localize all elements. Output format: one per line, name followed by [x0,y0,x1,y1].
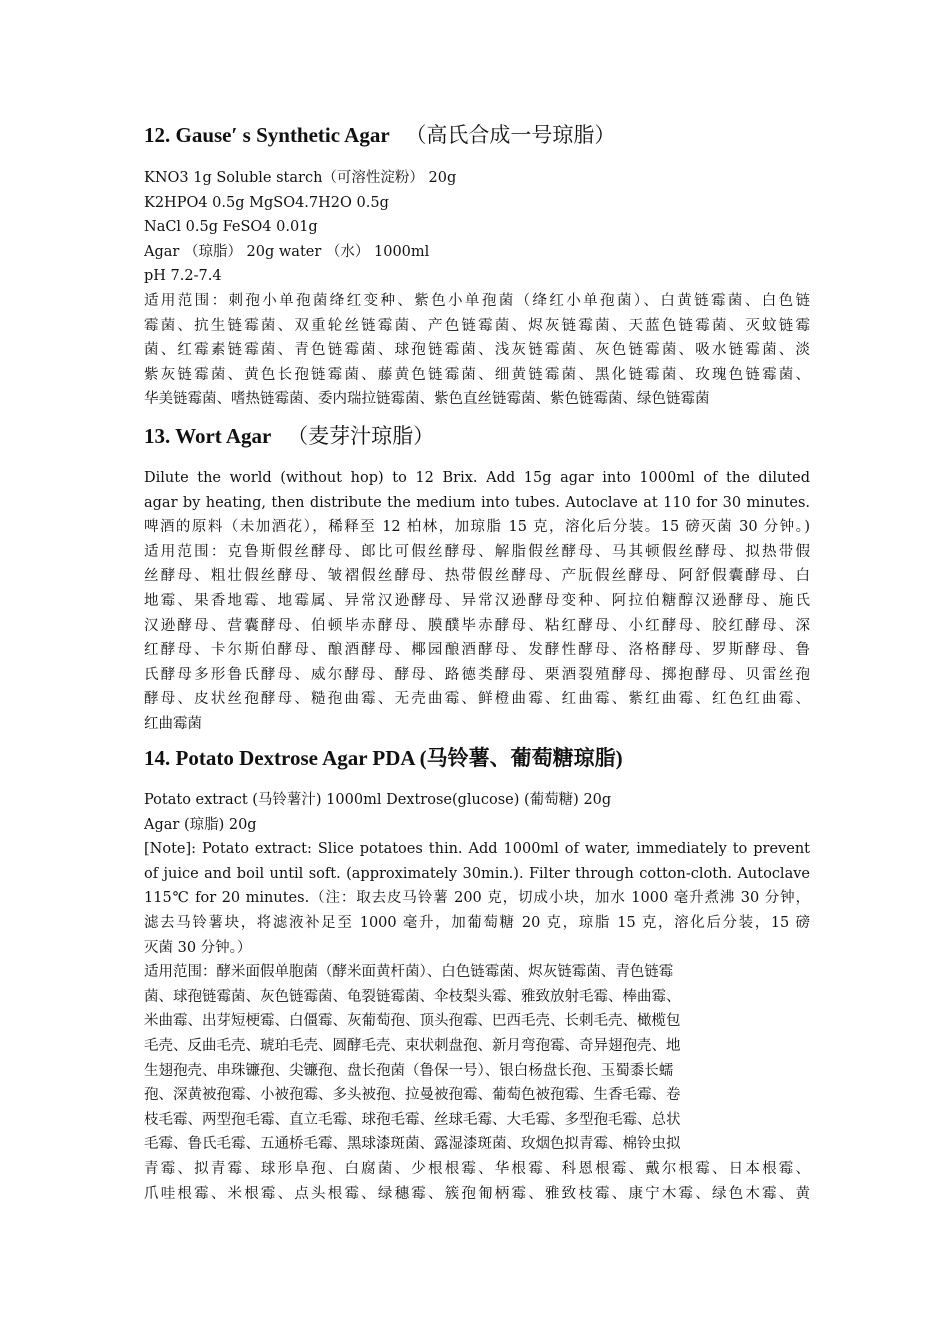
scope-line: 毛霉、鲁氏毛霉、五通桥毛霉、黑球漆斑菌、露湿漆斑菌、玫烟色拟青霉、棉铃虫拟 [144,1136,681,1153]
scope-line: 红曲霉菌 [144,715,202,732]
scope-line: 丝酵母、粗壮假丝酵母、皱褶假丝酵母、热带假丝酵母、产朊假丝酵母、阿舒假囊酵母、白 [144,568,810,585]
recipe-line: Potato extract (马铃薯汁) 1000ml Dextrose(glucose) (葡萄糖) 20g [144,792,612,808]
method-line: agar by heating, then distribute the medium into tubes. Autoclave at 110 for 30 minutes. [144,494,810,511]
section-13-title: 13. Wort Agar [144,424,272,448]
method-line: 啤酒的原料（未加酒花），稀释至 12 柏林，加琼脂 15 克，溶化后分装。15 磅灭菌 30 分钟。) [144,519,810,536]
note-line: [Note]: Potato extract: Slice potatoes thin. Add 1000ml of water, immediately to prevent [144,841,810,858]
scope-line: 生翅孢壳、串珠镰孢、尖镰孢、盘长孢菌（鲁保一号）、银白杨盘长孢、玉蜀黍长蠕 [144,1062,674,1079]
section-14-heading [144,743,824,773]
scope-line: 紫灰链霉菌、黄色长孢链霉菌、藤黄色链霉菌、细黄链霉菌、黑化链霉菌、玫瑰色链霉菌、 [144,366,810,383]
recipe-line: pH 7.2-7.4 [144,268,222,285]
note-line: 滤去马铃薯块，将滤液补足至 1000 毫升，加葡萄糖 20 克，琼脂 15 克，溶化后分装，15 磅 [144,914,810,931]
scope-line: 霉菌、抗生链霉菌、双重轮丝链霉菌、产色链霉菌、烬灰链霉菌、天蓝色链霉菌、灭蚊链霉 [144,317,810,334]
method-line: Dilute the world (without hop) to 12 Brix. Add 15g agar into 1000ml of the diluted [144,470,810,486]
recipe-line: Agar (琼脂) 20g [144,816,257,833]
note-line: 灭菌 30 分钟。） [144,939,252,956]
recipe-line: Agar （琼脂） 20g water （水） 1000ml [144,243,430,260]
scope-line: 适用范围：刺孢小单孢菌绛红变种、紫色小单孢菌（绛红小单孢菌）、白黄链霉菌、白色链 [144,292,810,309]
section-12-body [144,166,810,412]
section-12-title: 12. Gause′ s Synthetic Agar [144,123,390,147]
scope-line: 地霉、果香地霉、地霉属、异常汉逊酵母、异常汉逊酵母变种、阿拉伯糖醇汉逊酵母、施氏 [144,592,810,609]
scope-line: 氏酵母多形鲁氏酵母、威尔酵母、酵母、路德类酵母、栗酒裂殖酵母、掷抱酵母、贝雷丝孢 [144,666,810,683]
scope-line: 华美链霉菌、嗜热链霉菌、委内瑞拉链霉菌、紫色直丝链霉菌、紫色链霉菌、绿色链霉菌 [144,391,710,408]
scope-line: 酵母、皮状丝孢酵母、糙孢曲霉、无壳曲霉、鲜橙曲霉、红曲霉、紫红曲霉、红色红曲霉、 [144,691,810,708]
scope-line: 毛壳、反曲毛壳、琥珀毛壳、圆酵毛壳、束状刺盘孢、新月弯孢霉、奇异翅孢壳、地 [144,1037,681,1054]
section-13-body [144,466,810,737]
section-12-heading [144,120,824,150]
scope-line: 爪哇根霉、米根霉、点头根霉、绿穗霉、簇孢匍柄霉、雅致枝霉、康宁木霉、绿色木霉、黄 [144,1185,810,1202]
scope-line: 汉逊酵母、营囊酵母、伯顿毕赤酵母、膜醭毕赤酵母、粘红酵母、小红酵母、胶红酵母、深 [144,617,810,634]
scope-line: 红酵母、卡尔斯伯酵母、酿酒酵母、椰园酿酒酵母、发酵性酵母、洛格酵母、罗斯酵母、鲁 [144,642,810,659]
recipe-line: K2HPO4 0.5g MgSO4.7H2O 0.5g [144,194,389,211]
scope-line: 菌、红霉素链霉菌、青色链霉菌、球孢链霉菌、浅灰链霉菌、灰色链霉菌、吸水链霉菌、淡 [144,342,810,359]
note-line: of juice and boil until soft. (approximately 30min.). Filter through cotton-cloth. Autoclave [144,865,810,882]
scope-line: 适用范围：克鲁斯假丝酵母、郎比可假丝酵母、解脂假丝酵母、马其顿假丝酵母、拟热带假 [144,543,810,560]
scope-line: 枝毛霉、两型孢毛霉、直立毛霉、球孢毛霉、丝球毛霉、大毛霉、多型孢毛霉、总状 [144,1111,681,1128]
recipe-line: KNO3 1g Soluble starch（可溶性淀粉） 20g [144,170,457,186]
recipe-line: NaCl 0.5g FeSO4 0.01g [144,219,318,236]
section-13-title-cn: （麦芽汁琼脂） [287,424,435,448]
scope-line: 米曲霉、出芽短梗霉、白僵霉、灰葡萄孢、顶头孢霉、巴西毛壳、长刺毛壳、橄榄包 [144,1013,681,1030]
scope-line: 适用范围：酵米面假单胞菌（酵米面黄杆菌）、白色链霉菌、烬灰链霉菌、青色链霉 [144,964,674,981]
section-13-heading [144,421,824,451]
scope-line: 孢、深黄被孢霉、小被孢霉、多头被孢、拉曼被孢霉、葡萄色被孢霉、生香毛霉、卷 [144,1087,681,1104]
scope-line: 青霉、拟青霉、球形阜孢、白腐菌、少根根霉、华根霉、科恩根霉、戴尔根霉、日本根霉、 [144,1160,810,1177]
scope-line: 菌、球孢链霉菌、灰色链霉菌、龟裂链霉菌、伞枝梨头霉、雅致放射毛霉、棒曲霉、 [144,988,681,1005]
note-line: 115℃ for 20 minutes.（注：取去皮马铃薯 200 克，切成小块，加水 1000 毫升煮沸 30 分钟， [144,890,810,907]
section-12-title-cn: （高氏合成一号琼脂） [405,123,616,147]
section-14-body [144,788,810,1206]
section-14-title: 14. Potato Dextrose Agar PDA (马铃薯、葡萄糖琼脂) [144,746,623,770]
